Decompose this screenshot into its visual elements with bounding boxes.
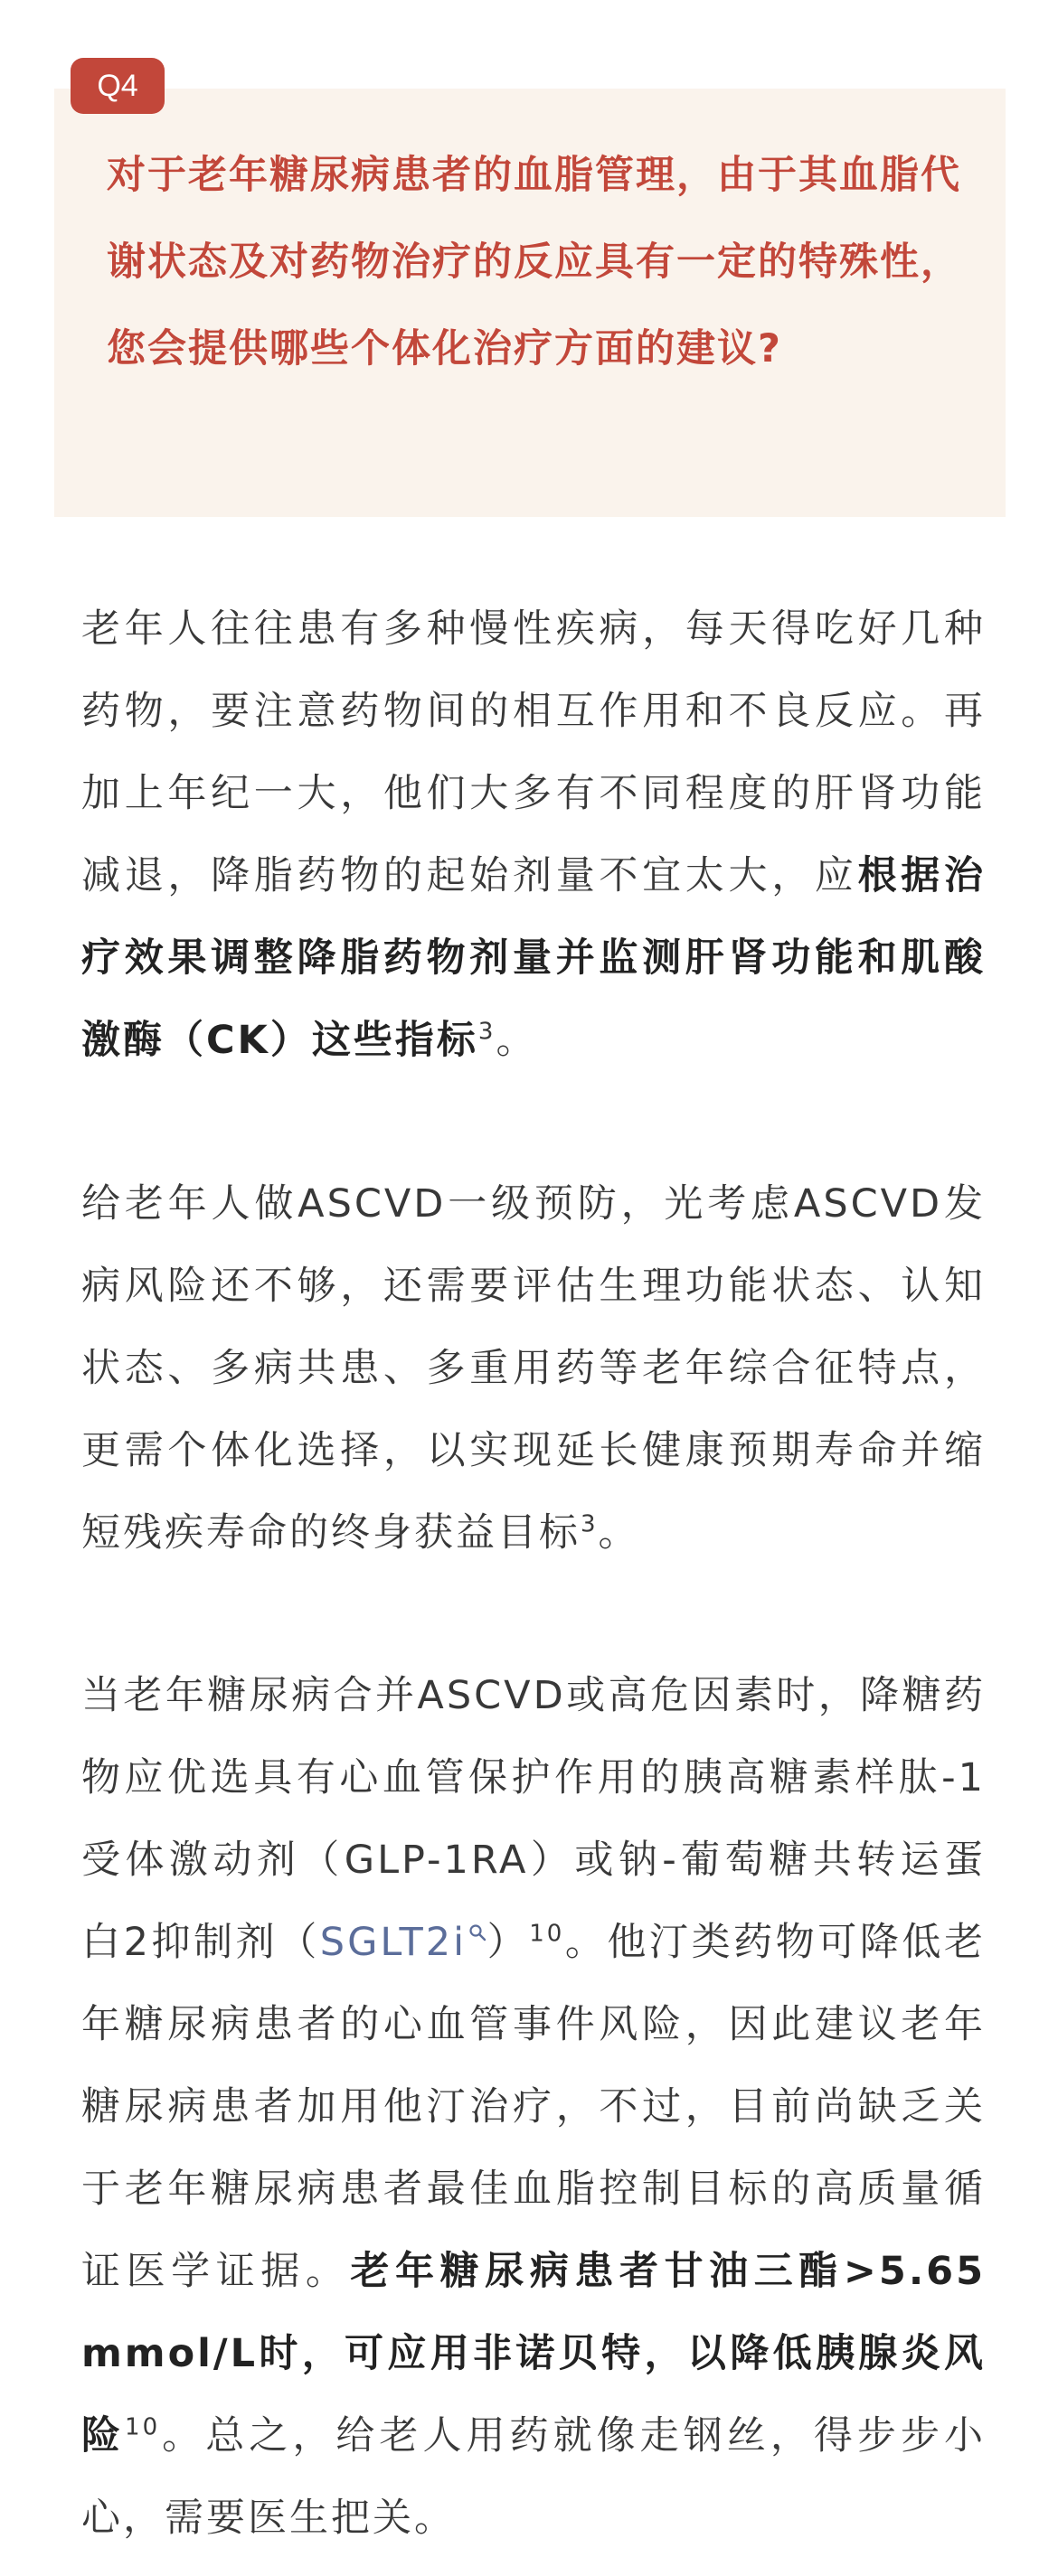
answer-paragraph-1 <box>81 588 986 1082</box>
question-number-badge: Q4 <box>71 58 165 114</box>
answer-paragraph-3 <box>81 1655 986 2560</box>
answer-paragraph-2 <box>81 1163 986 1575</box>
paragraph-text: 当老年糖尿病合并ASCVD或高危因素时，降糖药物应优选具有心血管保护作用的胰高糖素样肽-1受体激动剂（GLP-1RA）或钠-葡萄糖共转运蛋白2抑制剂（ <box>81 1673 986 1965</box>
citation-ref: 10 <box>529 1920 565 1948</box>
sglt2i-search-link[interactable]: SGLT2i <box>319 1920 468 1965</box>
paragraph-text: 。总之，给老人用药就像走钢丝，得步步小心，需要医生把关。 <box>81 2413 987 2541</box>
search-icon[interactable] <box>468 1923 486 1941</box>
paragraph-text: ） <box>486 1920 530 1965</box>
paragraph-text: 老年人往往患有多种慢性疾病，每天得吃好几种药物，要注意药物间的相互作用和不良反应。再加上年纪一大，他们大多有不同程度的肝肾功能减退，降脂药物的起始剂量不宜太大，应 <box>81 606 986 898</box>
paragraph-text: 。 <box>598 1510 640 1556</box>
paragraph-text: 。 <box>496 1018 538 1063</box>
citation-ref: 3 <box>581 1510 599 1538</box>
citation-ref: 10 <box>125 2413 161 2441</box>
bold-text: 老年糖尿病患者甘油三酯>5.65 mmol/L时，可应用非诺贝特，以降低胰腺炎风险 <box>81 2249 987 2458</box>
citation-ref: 3 <box>477 1018 496 1046</box>
bold-text: 根据治疗效果调整降脂药物剂量并监测肝肾功能和肌酸激酶（CK）这些指标 <box>81 853 987 1063</box>
paragraph-text: 给老年人做ASCVD一级预防，光考虑ASCVD发病风险还不够，还需要评估生理功能状态、认知状态、多病共患、多重用药等老年综合征特点，更需个体化选择，以实现延长健康预期寿命并缩短残疾寿命的终身获益目标 <box>81 1181 986 1556</box>
paragraph-text: 。他汀类药物可降低老年糖尿病患者的心血管事件风险，因此建议老年糖尿病患者加用他汀治疗，不过，目前尚缺乏关于老年糖尿病患者最佳血脂控制目标的高质量循证医学证据。 <box>81 1920 987 2294</box>
question-text: 对于老年糖尿病患者的血脂管理，由于其血脂代谢状态及对药物治疗的反应具有一定的特殊性，您会提供哪些个体化治疗方面的建议? <box>107 153 961 371</box>
